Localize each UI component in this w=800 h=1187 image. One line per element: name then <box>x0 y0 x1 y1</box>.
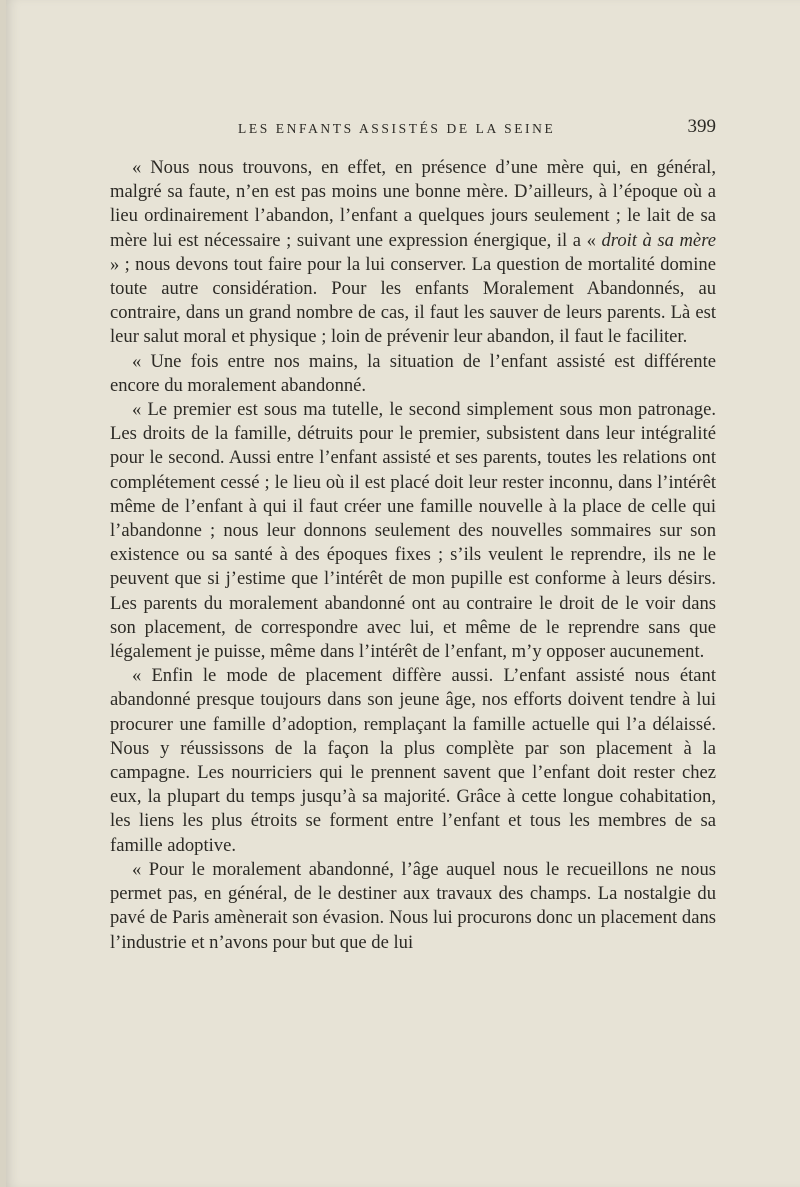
body-text <box>110 156 716 955</box>
paragraph-2: « Une fois entre nos mains, la situation de l’enfant assisté est différente encore du moralement abandonné. <box>110 350 716 396</box>
paragraph-1 <box>110 156 716 350</box>
running-title: LES ENFANTS ASSISTÉS DE LA SEINE <box>238 121 556 136</box>
paragraph-4: « Enfin le mode de placement diffère aussi. L’enfant assisté nous étant abandonné presque toujours dans son jeune âge, nos efforts doivent tendre à lui procurer une famille d’adoption, remplaçant la famille actuelle qui l’a délaissé. Nous y réussissons de la façon la plus complète par son placement à la campagne. Les nourriciers qui le prennent savent que l’enfant doit rester chez eux, la plupart du temps jusqu’à sa majorité. Grâce à cette longue cohabitation, les liens les plus étroits se forment entre l’enfant et tous les membres de sa famille adoptive. <box>110 665 716 856</box>
paragraph-1-text-after: » ; nous devons tout faire pour la lui conserver. La question de mortalité domine toute autre considération. Pour les enfants Moralement Abandonnés, au contraire, dans un grand nombre de cas, il faut les sauver de leurs parents. Là est leur salut moral et physique ; loin de prévenir leur abandon, il faut le faciliter. <box>110 253 716 348</box>
book-page <box>6 0 800 1187</box>
paragraph-5: « Pour le moralement abandonné, l’âge auquel nous le recueillons ne nous permet pas, en général, de le destiner aux travaux des champs. La nostalgie du pavé de Paris amènerait son évasion. Nous lui procurons donc un placement dans l’industrie et n’avons pour but que de lui <box>110 858 716 953</box>
page-number: 399 <box>687 116 716 137</box>
paragraph-1-text-before: « Nous nous trouvons, en effet, en présence d’une mère qui, en général, malgré sa faute, n’en est pas moins une bonne mère. D’ailleurs, à l’époque où a lieu ordinairement l’abandon, l’enfant a quelques jours seulement ; le lait de sa mère lui est nécessaire ; suivant une expression énergique, il a « <box>110 157 716 251</box>
page-header <box>110 116 716 142</box>
paragraph-3: « Le premier est sous ma tutelle, le second simplement sous mon patronage. Les droits de la famille, détruits pour le premier, subsistent dans leur intégralité pour le second. Aussi entre l’enfant assisté et ses parents, toutes les relations ont complétement cessé ; le lieu où il est placé doit leur rester inconnu, dans l’intérêt même de l’enfant à qui il faut créer une famille nouvelle à la place de celle qui l’abandonne ; nous leur donnons seulement des nouvelles sommaires sur son existence ou sa santé à des époques fixes ; s’ils veulent le reprendre, ils ne le peuvent que si j’estime que l’intérêt de mon pupille est conforme à leurs désirs. Les parents du moralement abandonné ont au contraire le droit de le voir dans son placement, de correspondre avec lui, et même de le reprendre sans que légalement je puisse, même dans l’intérêt de l’enfant, m’y opposer aucunement. <box>110 399 716 663</box>
italic-quote: droit à sa mère <box>601 229 716 251</box>
